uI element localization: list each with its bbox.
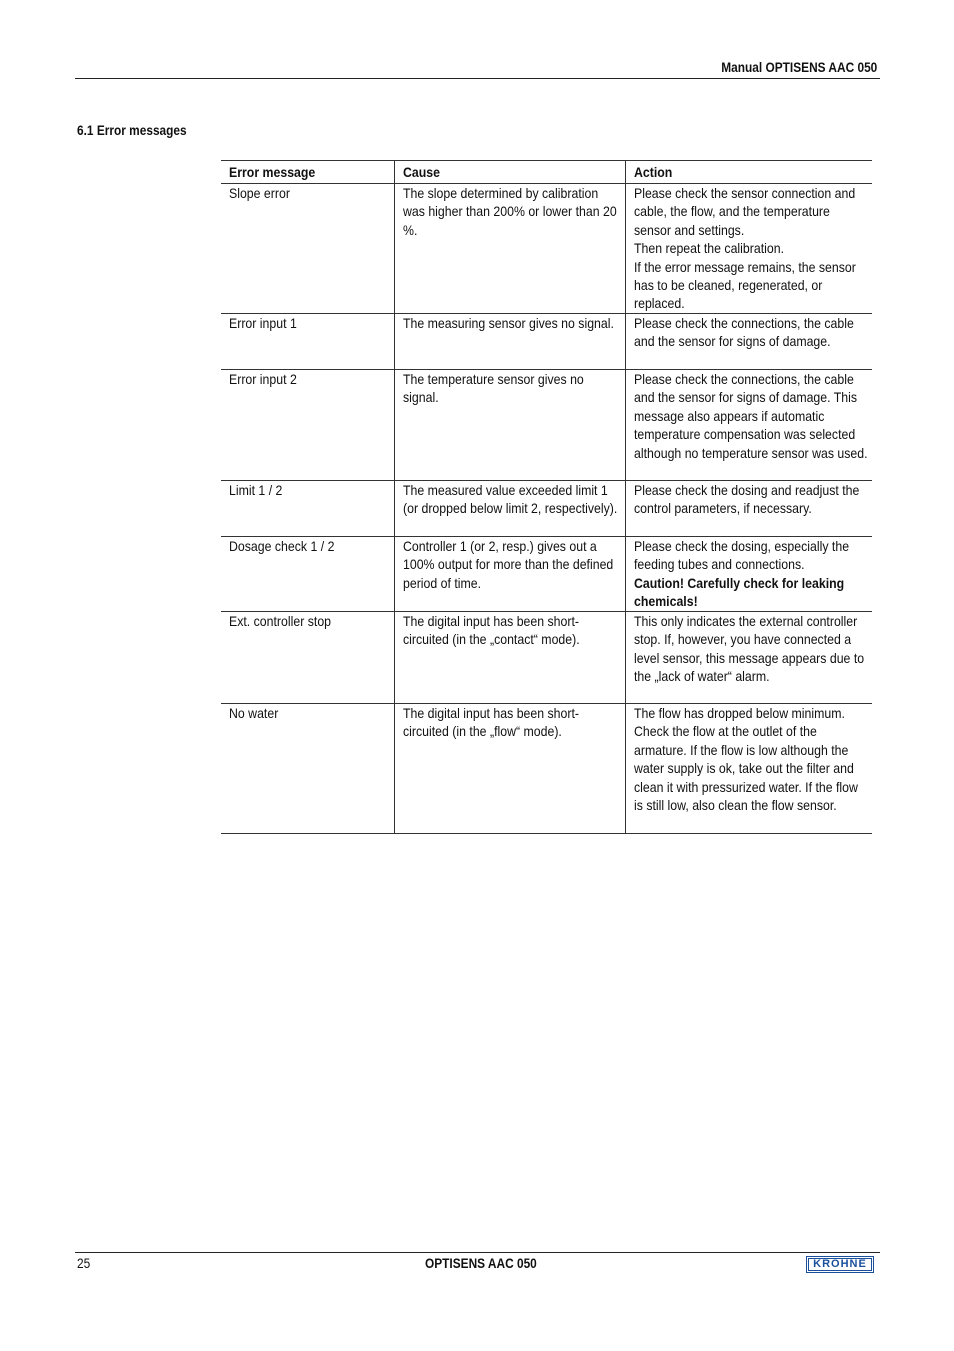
action-cell: Please check the dosing, especially the feeding tubes and connections. Caution! Carefully check for leaking chemicals! (625, 537, 872, 612)
error-messages-table (221, 160, 872, 834)
table-header-row (221, 161, 872, 184)
error-table-container (221, 160, 872, 834)
table-row (221, 704, 872, 834)
action-cell: Please check the connections, the cable and the sensor for signs of damage. (625, 314, 872, 370)
error-message-cell: No water (221, 704, 394, 834)
table-row (221, 612, 872, 704)
cause-cell: The slope determined by calibration was higher than 200% or lower than 20 %. (394, 184, 625, 314)
header-divider (75, 78, 880, 79)
cause-cell: The digital input has been short-circuited (in the „flow“ mode). (394, 704, 625, 834)
table-row (221, 184, 872, 314)
table-row (221, 314, 872, 370)
error-message-cell: Error input 1 (221, 314, 394, 370)
error-message-cell: Ext. controller stop (221, 612, 394, 704)
error-message-cell: Limit 1 / 2 (221, 481, 394, 537)
table-row (221, 481, 872, 537)
action-cell: Please check the dosing and readjust the control parameters, if necessary. (625, 481, 872, 537)
cause-cell: The measuring sensor gives no signal. (394, 314, 625, 370)
table-row (221, 370, 872, 481)
cause-cell: Controller 1 (or 2, resp.) gives out a 100% output for more than the defined period of time. (394, 537, 625, 612)
cause-cell: The measured value exceeded limit 1 (or dropped below limit 2, respectively). (394, 481, 625, 537)
caution-note: Caution! Carefully check for leaking chemicals! (633, 574, 844, 610)
column-header-cause: Cause (394, 161, 625, 184)
page-number: 25 (77, 1256, 91, 1271)
footer-title: OPTISENS AAC 050 (425, 1256, 537, 1271)
column-header-error-message: Error message (221, 161, 394, 184)
error-message-cell: Error input 2 (221, 370, 394, 481)
cause-cell: The temperature sensor gives no signal. (394, 370, 625, 481)
action-cell: The flow has dropped below minimum. Check the flow at the outlet of the armature. If the flow is low although the water supply is ok, take out the filter and clean it with pressurized water. If the flow is still low, also clean the flow sensor. (625, 704, 872, 834)
column-header-action: Action (625, 161, 872, 184)
error-message-cell: Dosage check 1 / 2 (221, 537, 394, 612)
cause-cell: The digital input has been short-circuited (in the „contact“ mode). (394, 612, 625, 704)
section-heading: 6.1 Error messages (77, 123, 187, 138)
header-title: Manual OPTISENS AAC 050 (720, 60, 877, 75)
error-message-cell: Slope error (221, 184, 394, 314)
krohne-logo (806, 1256, 874, 1273)
krohne-logo-text: KROHNE (808, 1258, 872, 1271)
action-cell: This only indicates the external controller stop. If, however, you have connected a level sensor, this message appears due to the „lack of water“ alarm. (625, 612, 872, 704)
footer-divider (75, 1252, 880, 1253)
table-row (221, 537, 872, 612)
action-cell: Please check the sensor connection and cable, the flow, and the temperature sensor and settings. Then repeat the calibration. If the error message remains, the sensor has to be cleaned, regenerated, or replaced. (625, 184, 872, 314)
action-cell: Please check the connections, the cable and the sensor for signs of damage. This message also appears if automatic temperature compensation was selected although no temperature sensor was used. (625, 370, 872, 481)
